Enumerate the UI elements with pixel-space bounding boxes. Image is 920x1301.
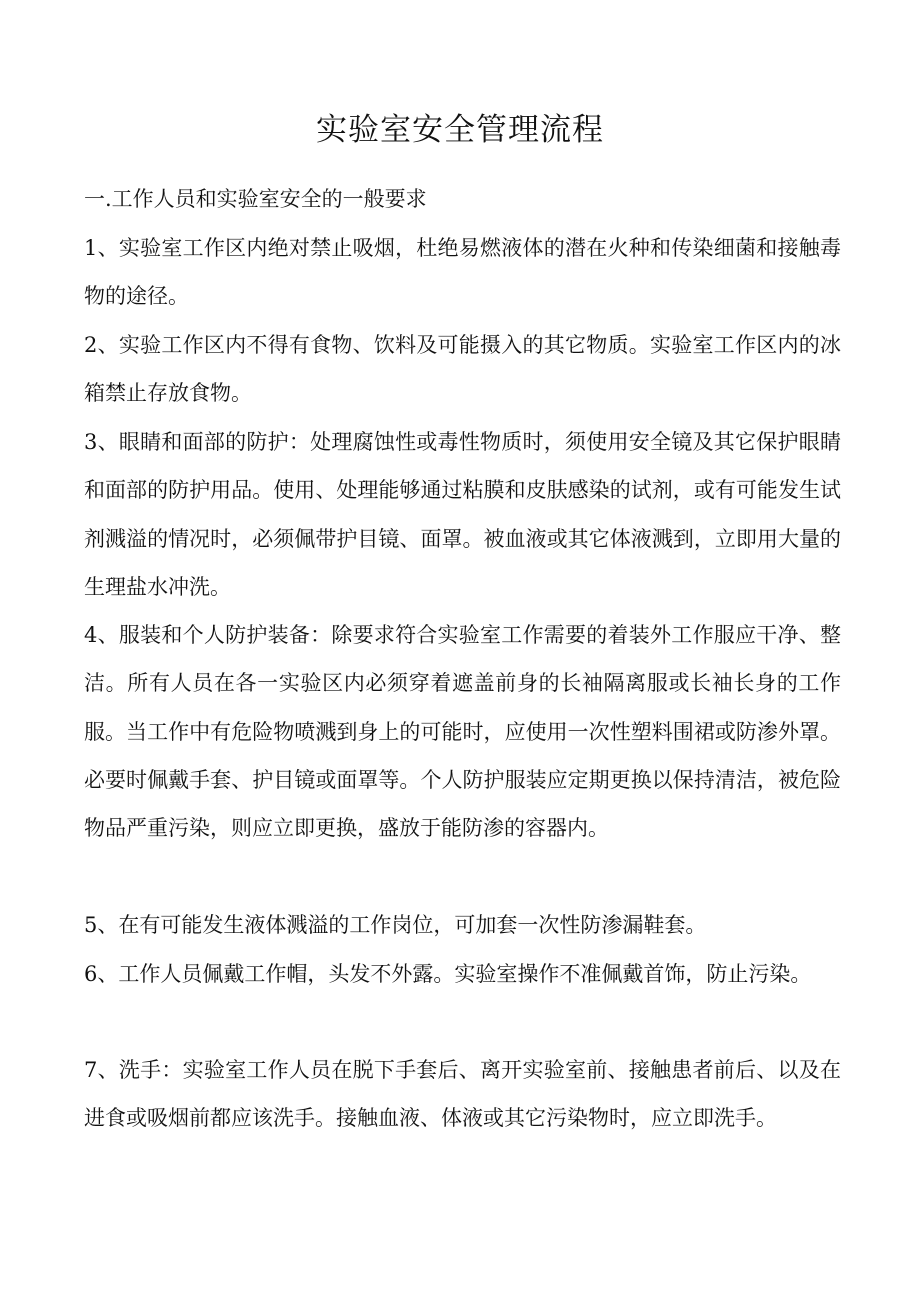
document-title: 实验室安全管理流程 bbox=[316, 112, 604, 148]
requirement-item-2: 2、实验工作区内不得有食物、饮料及可能摄入的其它物质。实验室工作区内的冰箱禁止存放食物。 bbox=[84, 333, 841, 406]
requirement-item-3: 3、眼睛和面部的防护：处理腐蚀性或毒性物质时，须使用安全镜及其它保护眼睛和面部的防护用品。使用、处理能够通过粘膜和皮肤感染的试剂，或有可能发生试剂溅溢的情况时，必须佩带护目镜、面罩。被血液或其它体液溅到，立即用大量的生理盐水冲洗。 bbox=[84, 430, 841, 599]
requirement-item-1: 1、实验室工作区内绝对禁止吸烟，杜绝易燃液体的潜在火种和传染细菌和接触毒物的途径。 bbox=[84, 236, 841, 309]
requirement-item-4: 4、服装和个人防护装备：除要求符合实验室工作需要的着装外工作服应干净、整洁。所有人员在各一实验区内必须穿着遮盖前身的长袖隔离服或长袖长身的工作服。当工作中有危险物喷溅到身上的可能时，应使用一次性塑料围裙或防渗外罩。必要时佩戴手套、护目镜或面罩等。个人防护服装应定期更换以保持清洁，被危险物品严重污染，则应立即更换，盛放于能防渗的容器内。 bbox=[84, 623, 841, 841]
requirement-item-6: 6、工作人员佩戴工作帽，头发不外露。实验室操作不准佩戴首饰，防止污染。 bbox=[84, 962, 812, 986]
requirement-item-7: 7、洗手：实验室工作人员在脱下手套后、离开实验室前、接触患者前后、以及在进食或吸烟前都应该洗手。接触血液、体液或其它污染物时，应立即洗手。 bbox=[84, 1058, 841, 1131]
requirement-item-5: 5、在有可能发生液体溅溢的工作岗位，可加套一次性防渗漏鞋套。 bbox=[84, 913, 707, 937]
section-heading: 一.工作人员和实验室安全的一般要求 bbox=[84, 187, 427, 211]
